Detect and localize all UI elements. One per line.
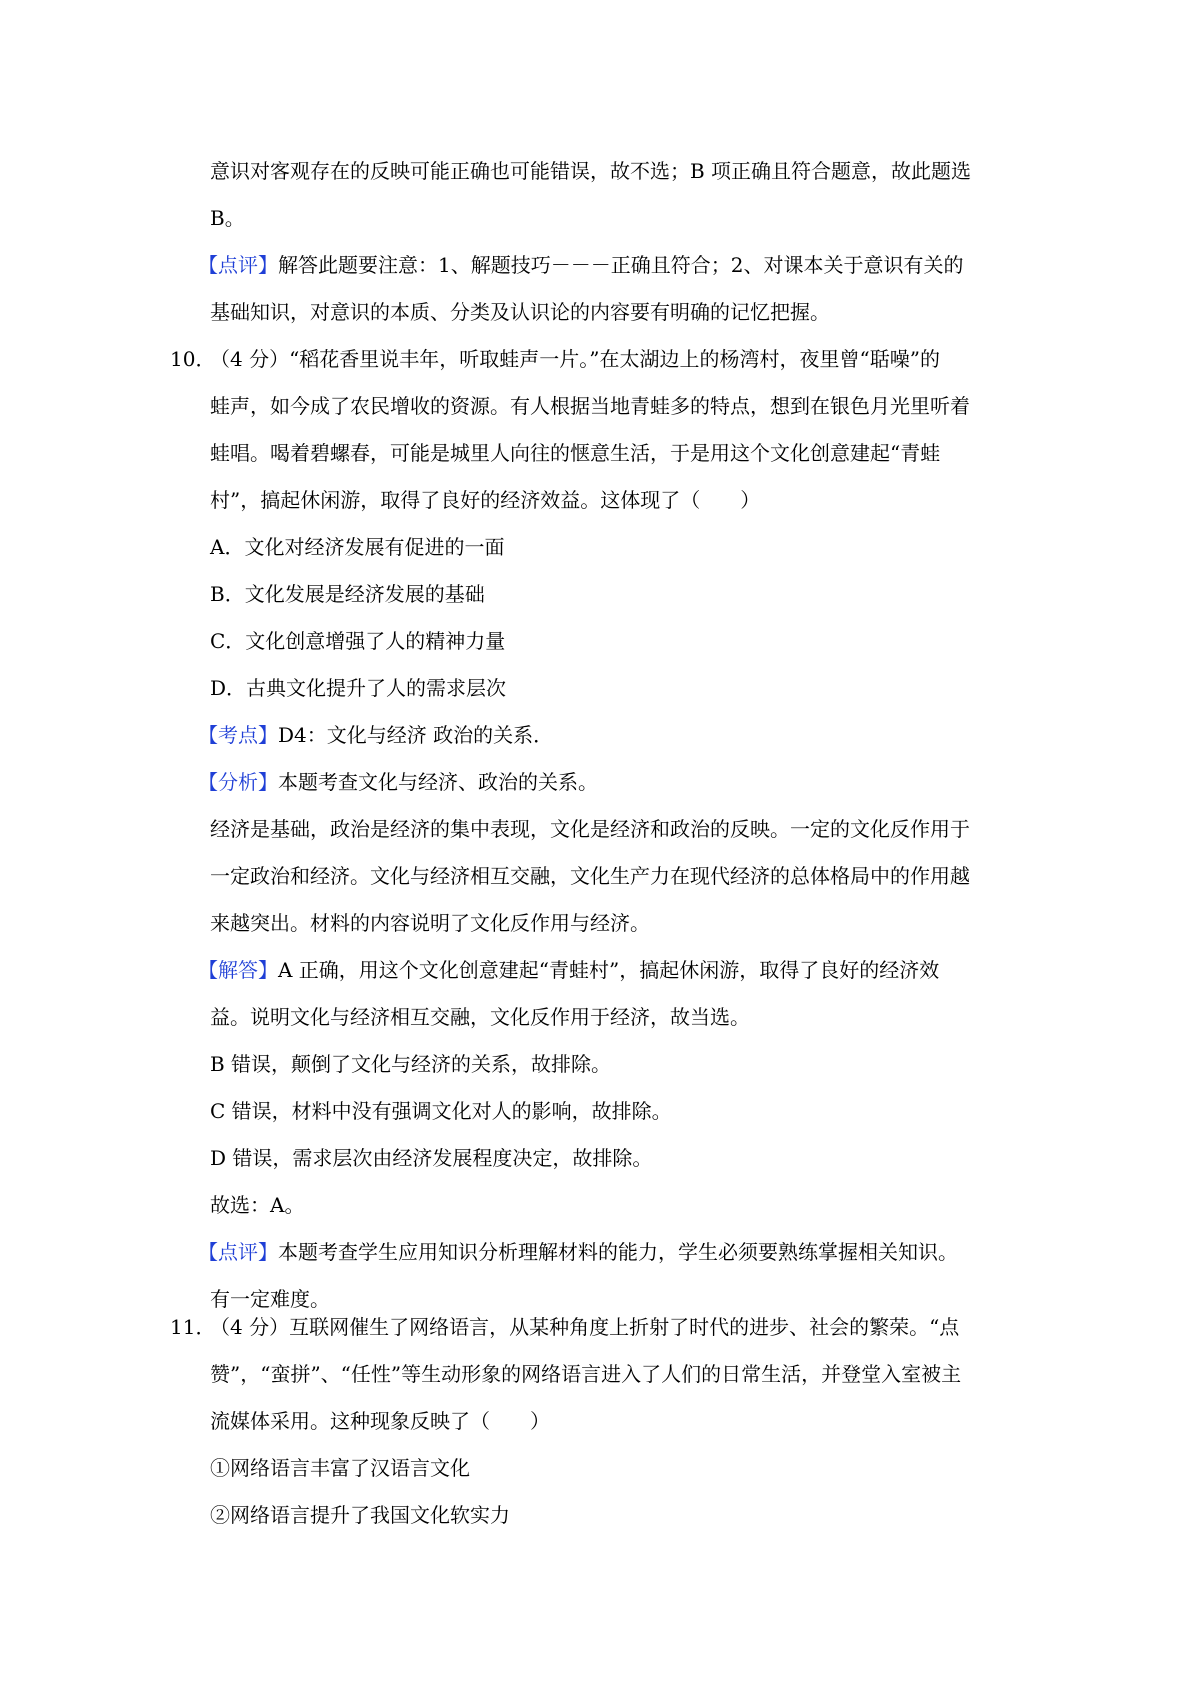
question-stem-line: 流媒体采用。这种现象反映了（ ） — [210, 1409, 550, 1433]
question-stem-line — [170, 1304, 1025, 1351]
text-line: 意识对客观存在的反映可能正确也可能错误，故不选；B 项正确且符合题意，故此题选 — [210, 159, 972, 183]
kaodian-tag: 【考点】 — [198, 723, 278, 747]
question-number: 11． — [170, 1315, 216, 1339]
fenxi-detail-line: 一定政治和经济。文化与经济相互交融，文化生产力在现代经济的总体格局中的作用越 — [210, 864, 970, 888]
answer-choice-line: 故选：A。 — [210, 1193, 305, 1217]
option-a: A．文化对经济发展有促进的一面 — [210, 535, 505, 559]
jieda-detail-line: C 错误，材料中没有强调文化对人的影响，故排除。 — [210, 1099, 672, 1123]
text-line: B。 — [210, 206, 245, 230]
dianping-tag: 【点评】 — [198, 1240, 278, 1264]
question-stem-text: （4 分）“稻花香里说丰年，听取蛙声一片。”在太湖边上的杨湾村，夜里曾“聒噪”的 — [210, 347, 940, 371]
fenxi-text: 本题考查文化与经济、政治的关系。 — [278, 770, 598, 794]
jieda-detail-line: 益。说明文化与经济相互交融，文化反作用于经济，故当选。 — [210, 1005, 750, 1029]
kaodian-line — [198, 712, 1025, 759]
question-stem-text: （4 分）互联网催生了网络语言，从某种角度上折射了时代的进步、社会的繁荣。“点 — [210, 1315, 960, 1339]
question-stem-line: 村”，搞起休闲游，取得了良好的经济效益。这体现了（ ） — [210, 488, 761, 512]
dianping-detail-line: 有一定难度。 — [210, 1287, 330, 1311]
jieda-detail-line: D 错误，需求层次由经济发展程度决定，故排除。 — [210, 1146, 653, 1170]
question-stem-line: 蛙唱。喝着碧螺春，可能是城里人向往的惬意生活，于是用这个文化创意建起“青蛙 — [210, 441, 941, 465]
jieda-detail-line: B 错误，颠倒了文化与经济的关系，故排除。 — [210, 1052, 612, 1076]
option-b: B．文化发展是经济发展的基础 — [210, 582, 485, 606]
jieda-text: A 正确，用这个文化创意建起“青蛙村”，搞起休闲游，取得了良好的经济效 — [278, 958, 940, 982]
question-stem-line — [170, 336, 1025, 383]
question-stem-line: 赞”，“蛮拼”、“任性”等生动形象的网络语言进入了人们的日常生活，并登堂入室被主 — [210, 1362, 962, 1386]
statement-item: ①网络语言丰富了汉语言文化 — [210, 1456, 470, 1480]
fenxi-tag: 【分析】 — [198, 770, 278, 794]
comment-tag: 【点评】 — [198, 253, 278, 277]
question-stem-line: 蛙声，如今成了农民增收的资源。有人根据当地青蛙多的特点，想到在银色月光里听着 — [210, 394, 970, 418]
prev-answer-block — [198, 148, 1025, 336]
fenxi-line — [198, 759, 1025, 806]
comment-text: 解答此题要注意：1、解题技巧－－－正确且符合；2、对课本关于意识有关的 — [278, 253, 964, 277]
fenxi-detail-line: 来越突出。材料的内容说明了文化反作用与经济。 — [210, 911, 650, 935]
dianping-line — [198, 1229, 1025, 1276]
statement-item: ②网络语言提升了我国文化软实力 — [210, 1503, 510, 1527]
text-line: 基础知识，对意识的本质、分类及认识论的内容要有明确的记忆把握。 — [210, 300, 830, 324]
jieda-tag: 【解答】 — [198, 958, 278, 982]
question-10-block — [170, 336, 1025, 1323]
jieda-line — [198, 947, 1025, 994]
comment-line — [198, 242, 1025, 289]
option-c: C．文化创意增强了人的精神力量 — [210, 629, 506, 653]
question-number: 10． — [170, 347, 216, 371]
fenxi-detail-line: 经济是基础，政治是经济的集中表现，文化是经济和政治的反映。一定的文化反作用于 — [210, 817, 970, 841]
question-11-block — [170, 1304, 1025, 1539]
option-d: D．古典文化提升了人的需求层次 — [210, 676, 507, 700]
dianping-text: 本题考查学生应用知识分析理解材料的能力，学生必须要熟练掌握相关知识。 — [278, 1240, 958, 1264]
kaodian-text: D4：文化与经济 政治的关系． — [278, 723, 554, 747]
